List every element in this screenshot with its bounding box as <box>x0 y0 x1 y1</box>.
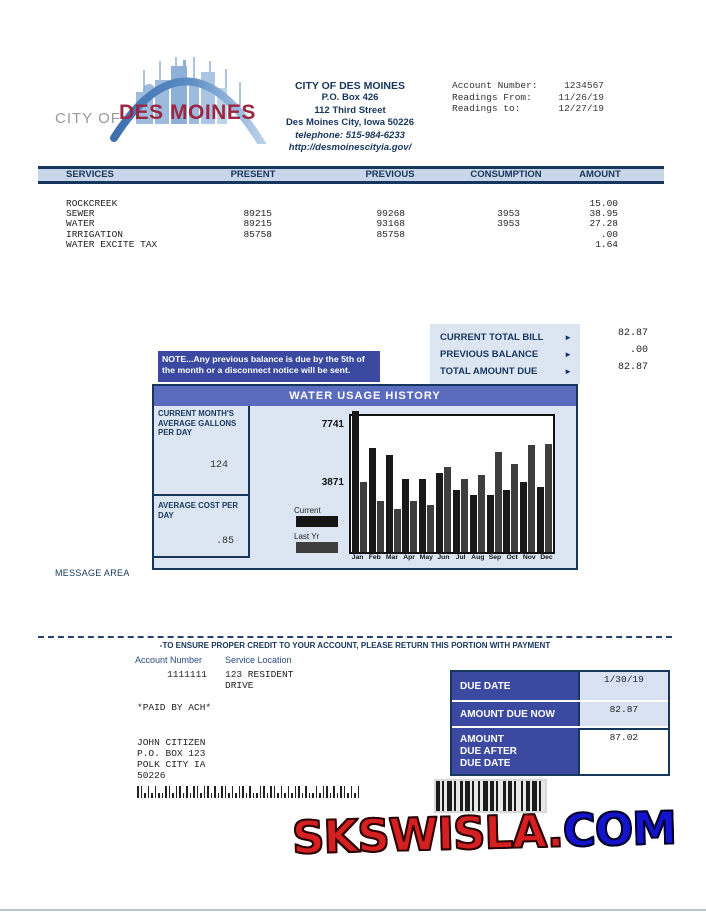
due-label-line: AMOUNT <box>460 734 504 745</box>
paid-by-ach-note: *PAID BY ACH* <box>137 702 212 713</box>
bar-last-year <box>410 501 417 552</box>
mailing-address-block <box>137 737 205 781</box>
avg-gallons-value: 124 <box>209 460 228 471</box>
cell-service: WATER <box>66 218 95 230</box>
barcode-bar <box>305 786 307 798</box>
bar-group <box>537 444 552 552</box>
mailing-address-line: 50226 <box>137 770 166 781</box>
mailing-address-line: P.O. BOX 123 <box>137 748 206 759</box>
barcode-bar <box>267 793 269 798</box>
water-usage-title: WATER USAGE HISTORY <box>154 386 576 406</box>
barcode-bar <box>281 786 283 798</box>
page-bottom-rule <box>0 909 706 911</box>
due-label-cell <box>452 702 578 726</box>
barcode-bar <box>172 793 174 798</box>
barcode-bar <box>204 786 206 798</box>
month-label: Nov <box>522 554 536 561</box>
barcode-bar <box>221 786 223 798</box>
bar-last-year <box>511 464 518 552</box>
barcode-bar <box>298 786 300 798</box>
totals-label: TOTAL AMOUNT DUE <box>440 366 538 377</box>
cell-amount: 15.00 <box>589 198 618 209</box>
barcode-bar <box>351 786 353 798</box>
month-label: May <box>419 554 433 561</box>
cell-amount: .00 <box>600 228 618 240</box>
bar-group <box>386 455 401 553</box>
tear-off-dashed-line <box>38 636 672 638</box>
utility-url: http://desmoinescityia.gov/ <box>288 142 412 154</box>
barcode-bar <box>263 786 265 798</box>
account-info-label: Readings From: <box>452 91 532 103</box>
bar-current <box>436 473 443 552</box>
service-location-value-line2: DRIVE <box>225 680 254 691</box>
barcode-bar <box>214 786 216 798</box>
due-label-line: DUE DATE <box>460 758 511 769</box>
barcode-bar <box>169 786 171 798</box>
cell-service: IRRIGATION <box>66 228 124 240</box>
bar-current <box>470 495 477 552</box>
services-table-header <box>38 166 664 184</box>
barcode-bar <box>249 786 251 798</box>
table-row <box>38 198 664 208</box>
barcode-bar <box>291 793 293 798</box>
month-label: Feb <box>368 554 381 561</box>
service-location-value-line1: 123 RESIDENT <box>225 669 294 680</box>
due-label-cell <box>452 728 578 774</box>
cell-consumption: 3953 <box>497 218 520 230</box>
logo-des-moines-text: DES MOINES <box>119 101 256 124</box>
bar-current <box>419 479 426 552</box>
avg-cost-label: AVERAGE COST PER DAY <box>158 501 239 520</box>
bar-last-year <box>360 482 367 552</box>
barcode-bar <box>253 793 255 798</box>
message-area-label: MESSAGE AREA <box>55 568 130 578</box>
bar-group <box>436 467 451 552</box>
utility-phone: telephone: 515-984-6233 <box>295 129 405 141</box>
cell-present: 89215 <box>243 218 272 230</box>
barcode-bar <box>309 793 311 798</box>
bar-last-year <box>495 452 502 552</box>
bar-last-year <box>478 475 485 552</box>
barcode-bar <box>162 793 164 798</box>
x-axis-month-labels <box>349 554 555 561</box>
barcode-bar <box>148 786 150 798</box>
usage-chart-plot <box>349 414 555 554</box>
barcode-bar <box>218 793 220 798</box>
bridge-skyline-graphic <box>48 52 268 144</box>
barcode-bar <box>228 793 230 798</box>
bar-group <box>503 464 518 552</box>
barcode-bar <box>256 793 258 798</box>
totals-value: .00 <box>629 345 648 356</box>
utility-street: 112 Third Street <box>314 104 386 116</box>
bar-last-year <box>427 505 434 552</box>
utility-name: CITY OF DES MOINES <box>294 80 406 92</box>
bar-current <box>453 490 460 552</box>
bar-current <box>386 455 393 553</box>
barcode-bar <box>225 786 227 798</box>
barcode-bar <box>190 793 192 798</box>
cell-previous: 93168 <box>376 218 405 230</box>
barcode-bar <box>193 786 195 798</box>
bar-current <box>487 495 494 552</box>
bar-last-year <box>461 479 468 552</box>
due-value-cell: 87.02 <box>578 728 668 774</box>
bar-group <box>352 411 367 552</box>
month-label: Jan <box>351 554 364 561</box>
barcode-bar <box>284 793 286 798</box>
month-label: Jun <box>437 554 450 561</box>
totals-label: CURRENT TOTAL BILL <box>440 332 544 343</box>
totals-row <box>440 346 572 363</box>
cell-amount: 27.28 <box>589 218 618 230</box>
barcode-bar <box>197 786 199 798</box>
cell-service: ROCKCREEK <box>66 198 118 209</box>
skswisla-watermark <box>291 801 702 865</box>
cell-present: 89215 <box>243 208 272 220</box>
bar-group <box>520 445 535 552</box>
col-header-amount: AMOUNT <box>579 169 621 180</box>
month-label: Aug <box>471 554 485 561</box>
utility-city-line: Des Moines City, Iowa 50226 <box>285 117 415 129</box>
barcode-bar <box>277 793 279 798</box>
services-table-body <box>38 198 664 249</box>
barcode-bar <box>302 793 304 798</box>
bar-group <box>419 479 434 552</box>
account-info-row <box>452 80 604 92</box>
mailing-address-line: JOHN CITIZEN <box>137 737 206 748</box>
cell-amount: 38.95 <box>589 208 618 220</box>
panel-divider <box>154 494 248 496</box>
legend-current-label: Current <box>294 506 321 515</box>
totals-label: PREVIOUS BALANCE <box>440 349 539 360</box>
barcode-bar <box>186 786 188 798</box>
avg-gallons-label: CURRENT MONTH'S AVERAGE GALLONS PER DAY <box>158 409 237 437</box>
barcode-bar <box>319 793 321 798</box>
barcode-bar <box>232 786 234 798</box>
barcode-bar <box>260 786 262 798</box>
col-header-consumption: CONSUMPTION <box>470 169 542 180</box>
month-label: Oct <box>506 554 518 561</box>
arrow-right-icon: ► <box>564 350 572 359</box>
account-info-row <box>452 103 604 115</box>
barcode-bar <box>270 786 272 798</box>
due-label-line: DUE AFTER <box>460 746 517 757</box>
account-info-value: 12/27/19 <box>558 103 604 114</box>
arrow-right-icon: ► <box>564 367 572 376</box>
barcode-bar <box>330 793 332 798</box>
bar-current <box>503 490 510 552</box>
barcode-bar <box>242 786 244 798</box>
water-usage-history-box <box>152 384 578 570</box>
arrow-right-icon: ► <box>564 333 572 342</box>
account-number-label: Account Number <box>135 655 203 665</box>
y-axis-tick-3871: 3871 <box>321 477 344 488</box>
bar-group <box>369 448 384 552</box>
barcode-bar <box>235 793 237 798</box>
due-label-line: AMOUNT DUE NOW <box>460 709 555 720</box>
col-header-present: PRESENT <box>230 169 276 180</box>
bar-group <box>487 452 502 552</box>
bar-group <box>402 479 417 552</box>
barcode-bar <box>246 793 248 798</box>
watermark-red-text: SKSWISLA. <box>291 804 564 865</box>
bar-last-year <box>545 444 552 552</box>
barcode-bar <box>211 793 213 798</box>
totals-value: 82.87 <box>617 362 648 373</box>
barcode-bar <box>333 786 335 798</box>
account-info-value: 1234567 <box>564 80 604 91</box>
cell-previous: 99268 <box>376 208 405 220</box>
previous-balance-note: NOTE...Any previous balance is due by the 5th of the month or a disconnect notice will be sent. <box>158 351 380 382</box>
table-row <box>38 239 664 249</box>
totals-box <box>430 324 580 384</box>
barcode-bar <box>179 786 181 798</box>
barcode-bar <box>316 786 318 798</box>
watermark-blue-text: COM <box>562 801 677 858</box>
bar-series-container <box>351 416 553 552</box>
barcode-bar <box>326 786 328 798</box>
totals-row <box>440 329 572 346</box>
due-label-line: DUE DATE <box>460 681 511 692</box>
cell-service: WATER EXCITE TAX <box>66 238 158 250</box>
barcode-bar <box>344 786 346 798</box>
barcode-bar <box>295 786 297 798</box>
bar-group <box>453 479 468 552</box>
totals-row <box>440 363 572 380</box>
cell-consumption: 3953 <box>497 208 520 220</box>
barcode-bar <box>323 786 325 798</box>
account-info-label: Account Number: <box>452 80 538 91</box>
barcode-bar <box>155 786 157 798</box>
bar-current <box>537 487 544 553</box>
barcode-bar <box>347 793 349 798</box>
barcode-bar <box>144 793 146 798</box>
account-info-row <box>452 92 604 104</box>
barcode-bar <box>151 793 153 798</box>
due-table-row <box>452 728 668 774</box>
bar-last-year <box>377 501 384 552</box>
due-date-table <box>450 670 670 776</box>
due-value-cell: 1/30/19 <box>578 672 668 700</box>
bar-group <box>470 475 485 552</box>
account-number-value: 1111111 <box>167 669 207 680</box>
utility-address-block <box>245 80 455 154</box>
month-label: Mar <box>385 554 398 561</box>
barcode-bar <box>200 793 202 798</box>
barcode-bar <box>207 786 209 798</box>
barcode-bar <box>274 786 276 798</box>
legend-lastyr-label: Last Yr <box>294 532 320 541</box>
bar-current <box>369 448 376 552</box>
month-label: Dec <box>540 554 553 561</box>
month-label: Jul <box>455 554 466 561</box>
barcode-bar <box>358 786 360 798</box>
due-table-row <box>452 672 668 702</box>
bar-last-year <box>528 445 535 552</box>
month-label: Sep <box>488 554 502 561</box>
return-portion-note: -TO ENSURE PROPER CREDIT TO YOUR ACCOUNT, PLEASE RETURN THIS PORTION WITH PAYMENT <box>159 641 551 650</box>
month-label: Apr <box>403 554 415 561</box>
mailing-address-line: POLK CITY IA <box>137 759 206 770</box>
totals-values <box>588 327 648 378</box>
usage-left-panel <box>154 406 250 558</box>
bar-last-year <box>444 467 451 552</box>
postnet-barcode <box>137 784 359 798</box>
account-info-label: Readings to: <box>452 103 521 114</box>
barcode-bar <box>340 786 342 798</box>
col-header-services: SERVICES <box>66 169 114 180</box>
table-row <box>38 218 664 228</box>
bar-last-year <box>394 509 401 552</box>
cell-amount: 1.64 <box>595 238 618 250</box>
table-row <box>38 208 664 218</box>
barcode-bar <box>183 793 185 798</box>
logo-city-of-text: CITY OF <box>55 110 121 127</box>
table-row <box>38 229 664 239</box>
totals-value: 82.87 <box>617 328 648 339</box>
utility-po-box: P.O. Box 426 <box>321 92 379 104</box>
barcode-bar <box>288 786 290 798</box>
barcode-bar <box>137 786 139 798</box>
account-info-block <box>452 80 604 115</box>
bar-current <box>402 479 409 552</box>
avg-cost-value: .85 <box>215 536 234 547</box>
cell-service: SEWER <box>66 208 95 220</box>
y-axis-tick-7741: 7741 <box>321 419 344 430</box>
bar-current <box>352 411 359 552</box>
service-location-label: Service Location <box>225 655 292 665</box>
bar-current <box>520 482 527 553</box>
barcode-bar <box>337 793 339 798</box>
due-table-row <box>452 702 668 728</box>
barcode-bar <box>239 786 241 798</box>
barcode-bar <box>141 786 143 798</box>
cell-present: 85758 <box>243 228 272 240</box>
barcode-bar <box>354 793 356 798</box>
barcode-bar <box>176 786 178 798</box>
barcode-bar <box>158 793 160 798</box>
col-header-previous: PREVIOUS <box>365 169 415 180</box>
due-label-cell <box>452 672 578 700</box>
barcode-bar <box>165 786 167 798</box>
legend-current-swatch <box>296 516 338 527</box>
account-info-value: 11/26/19 <box>558 91 604 103</box>
due-value-cell: 82.87 <box>578 702 668 726</box>
legend-lastyr-swatch <box>296 542 338 553</box>
barcode-bar <box>312 793 314 798</box>
cell-previous: 85758 <box>376 228 405 240</box>
